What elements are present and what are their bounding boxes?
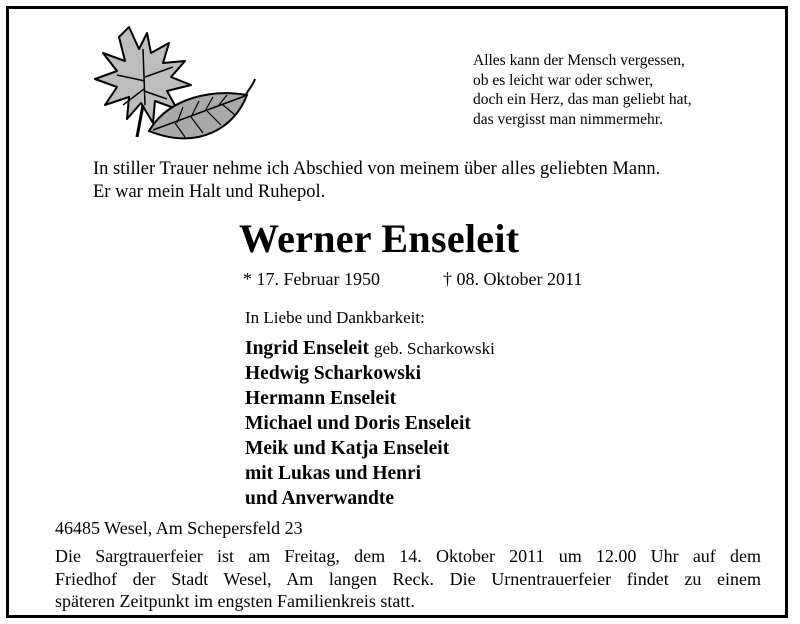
- poem-line: Alles kann der Mensch vergessen,: [473, 52, 685, 69]
- life-dates: [243, 269, 583, 290]
- autumn-leaves-icon: [87, 19, 257, 159]
- mourner-name: Meik und Katja Enseleit: [245, 438, 450, 459]
- memorial-poem: [473, 51, 692, 129]
- mourner-widow: [245, 336, 495, 361]
- mourner-name: Michael und Doris Enseleit: [245, 413, 471, 434]
- mourner-name: Hermann Enseleit: [245, 388, 397, 409]
- intro-text: [93, 158, 660, 204]
- birth-date: * 17. Februar 1950: [243, 269, 380, 289]
- funeral-line: Die Sargtrauerfeier ist am Freitag, dem 14. Oktober 2011 um 12.00 Uhr auf dem: [55, 546, 761, 566]
- funeral-info: [55, 545, 761, 613]
- poem-line: ob es leicht war oder schwer,: [473, 71, 654, 89]
- deceased-name: Werner Enseleit: [239, 216, 520, 261]
- mourners-heading: In Liebe und Dankbarkeit:: [245, 308, 425, 327]
- funeral-line: Friedhof der Stadt Wesel, Am langen Reck. Die Urnentrauerfeier findet zu einem: [55, 568, 761, 589]
- mourners-list: [245, 336, 495, 511]
- mourner-name: und Anverwandte: [245, 488, 394, 509]
- family-address: 46485 Wesel, Am Schepersfeld 23: [55, 518, 303, 538]
- obituary-notice: [6, 6, 788, 618]
- birth-name: geb. Scharkowski: [373, 339, 495, 358]
- funeral-line: späteren Zeitpunkt im engsten Familienkreis statt.: [55, 591, 415, 611]
- mourner-name: Hedwig Scharkowski: [245, 363, 422, 384]
- intro-line: In stiller Trauer nehme ich Abschied von meinem über alles geliebten Mann.: [93, 159, 661, 179]
- intro-line: Er war mein Halt und Ruhepol.: [93, 182, 326, 202]
- poem-line: das vergisst man nimmermehr.: [473, 110, 663, 128]
- poem-line: doch ein Herz, das man geliebt hat,: [473, 91, 692, 108]
- mourner-name: Ingrid Enseleit: [245, 338, 370, 359]
- death-date: † 08. Oktober 2011: [443, 269, 583, 289]
- mourner-name: mit Lukas und Henri: [245, 463, 422, 484]
